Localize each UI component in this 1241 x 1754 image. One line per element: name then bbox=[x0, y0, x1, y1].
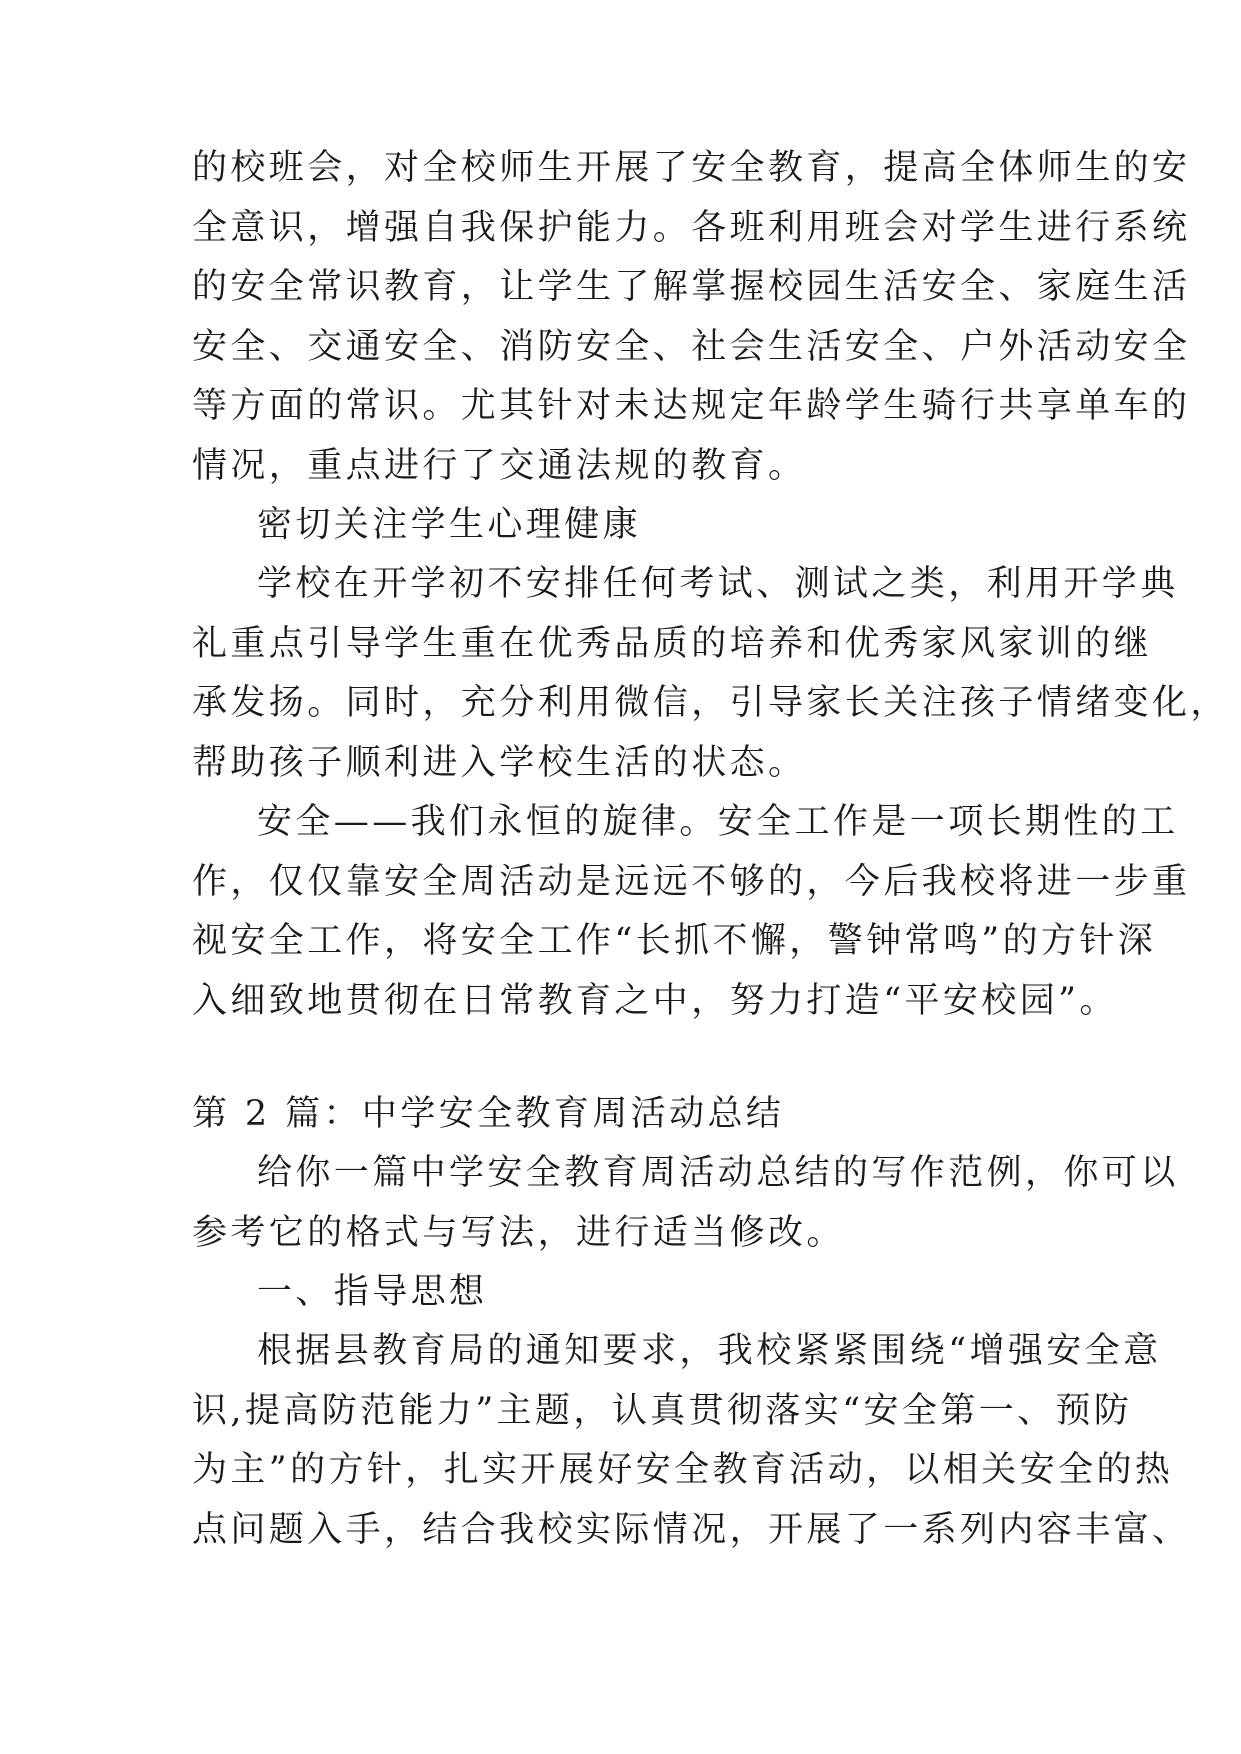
article-title: 第 2 篇：中学安全教育周活动总结 bbox=[192, 1094, 785, 1134]
text-line: 为主”的方针，扎实开展好安全教育活动，以相关安全的热 bbox=[192, 1450, 1174, 1490]
text-line: 根据县教育局的通知要求，我校紧紧围绕“增强安全意 bbox=[257, 1331, 1162, 1371]
text-line: 识,提高防范能力”主题，认真贯彻落实“安全第一、预防 bbox=[192, 1391, 1133, 1431]
text-line: 入细致地贯彻在日常教育之中，努力打造“平安校园”。 bbox=[192, 981, 1118, 1021]
text-line: 礼重点引导学生重在优秀品质的培养和优秀家风家训的继 bbox=[192, 624, 1153, 664]
text-line: 给你一篇中学安全教育周活动总结的写作范例，你可以 bbox=[257, 1153, 1179, 1193]
text-line: 情况，重点进行了交通法规的教育。 bbox=[192, 446, 807, 486]
text-line: 作，仅仅靠安全周活动是远远不够的，今后我校将进一步重 bbox=[192, 862, 1191, 902]
text-line: 视安全工作，将安全工作“长抓不懈，警钟常鸣”的方针深 bbox=[192, 921, 1157, 961]
text-line: 的校班会，对全校师生开展了安全教育，提高全体师生的安 bbox=[192, 148, 1191, 188]
text-line: 安全、交通安全、消防安全、社会生活安全、户外活动安全 bbox=[192, 327, 1191, 367]
text-line: 全意识，增强自我保护能力。各班利用班会对学生进行系统 bbox=[192, 208, 1191, 248]
text-line: 安全——我们永恒的旋律。安全工作是一项长期性的工 bbox=[257, 802, 1179, 842]
section-heading: 一、指导思想 bbox=[257, 1272, 488, 1312]
text-line: 参考它的格式与写法，进行适当修改。 bbox=[192, 1213, 845, 1253]
text-line: 承发扬。同时，充分利用微信，引导家长关注孩子情绪变化， bbox=[192, 683, 1229, 723]
section-heading: 密切关注学生心理健康 bbox=[257, 505, 642, 545]
text-line: 点问题入手，结合我校实际情况，开展了一系列内容丰富、 bbox=[192, 1510, 1191, 1550]
text-line: 等方面的常识。尤其针对未达规定年龄学生骑行共享单车的 bbox=[192, 386, 1191, 426]
text-line: 学校在开学初不安排任何考试、测试之类，利用开学典 bbox=[257, 564, 1179, 604]
text-line: 帮助孩子顺利进入学校生活的状态。 bbox=[192, 743, 807, 783]
text-line: 的安全常识教育，让学生了解掌握校园生活安全、家庭生活 bbox=[192, 267, 1191, 307]
